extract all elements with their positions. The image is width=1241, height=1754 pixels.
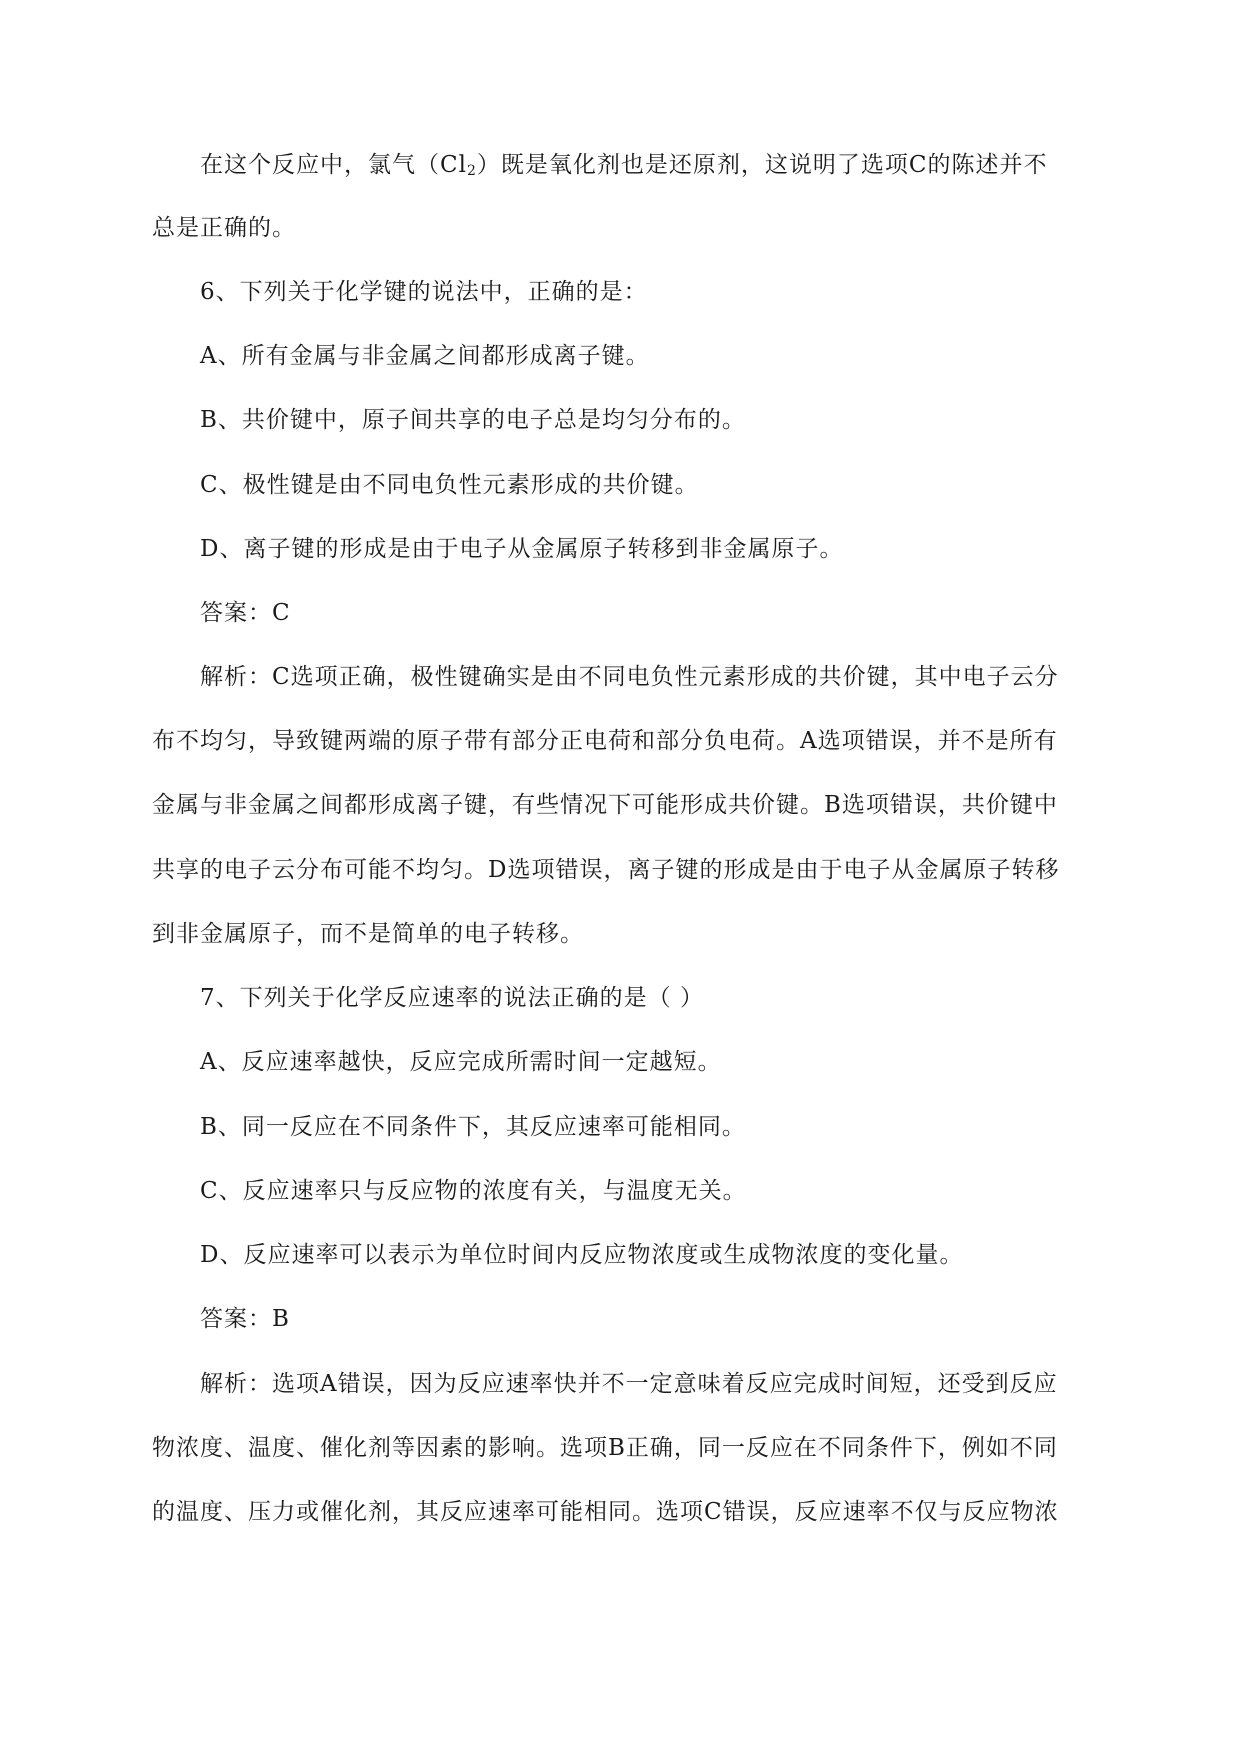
text-span: 在这个反应中，氯气（Cl <box>200 152 467 178</box>
question-7-option-a: A、反应速率越快，反应完成所需时间一定越短。 <box>200 1049 722 1075</box>
question-7-answer: 答案：B <box>200 1306 290 1332</box>
question-7-explanation-line: 解析：选项A错误，因为反应速率快并不一定意味着反应完成时间短，还受到反应 <box>200 1371 1058 1397</box>
question-6-explanation-line: 布不均匀，导致键两端的原子带有部分正电荷和部分负电荷。A选项错误，并不是所有 <box>152 728 1058 754</box>
question-6-option-c: C、极性键是由不同电负性元素形成的共价键。 <box>200 472 699 498</box>
question-6-explanation-line: 共享的电子云分布可能不均匀。D选项错误，离子键的形成是由于电子从金属原子转移 <box>152 857 1060 883</box>
question-7-explanation-line: 的温度、压力或催化剂，其反应速率可能相同。选项C错误，反应速率不仅与反应物浓 <box>152 1499 1059 1525</box>
question-7-option-c: C、反应速率只与反应物的浓度有关，与温度无关。 <box>200 1178 747 1204</box>
subscript: 2 <box>466 163 477 179</box>
question-6-option-d: D、离子键的形成是由于电子从金属原子转移到非金属原子。 <box>200 536 844 562</box>
question-6-answer: 答案：C <box>200 600 291 626</box>
question-7-option-b: B、同一反应在不同条件下，其反应速率可能相同。 <box>200 1114 746 1140</box>
question-6-option-b: B、共价键中，原子间共享的电子总是均匀分布的。 <box>200 407 746 433</box>
text-span: ）既是氧化剂也是还原剂，这说明了选项C的陈述并不 <box>476 152 1048 178</box>
question-6-explanation-line: 解析：C选项正确，极性键确实是由不同电负性元素形成的共价键，其中电子云分 <box>200 664 1059 690</box>
question-6-explanation-line: 金属与非金属之间都形成离子键，有些情况下可能形成共价键。B选项错误，共价键中 <box>152 792 1058 818</box>
question-6-explanation-line: 到非金属原子，而不是简单的电子转移。 <box>152 921 584 947</box>
question-6-stem: 6、下列关于化学键的说法中，正确的是： <box>200 279 648 305</box>
paragraph-line: 总是正确的。 <box>152 215 296 241</box>
question-7-option-d: D、反应速率可以表示为单位时间内反应物浓度或生成物浓度的变化量。 <box>200 1242 964 1268</box>
question-7-explanation-line: 物浓度、温度、催化剂等因素的影响。选项B正确，同一反应在不同条件下，例如不同 <box>152 1435 1058 1461</box>
question-7-stem: 7、下列关于化学反应速率的说法正确的是（ ） <box>200 985 704 1011</box>
paragraph-line <box>200 150 1048 186</box>
question-6-option-a: A、所有金属与非金属之间都形成离子键。 <box>200 343 650 369</box>
